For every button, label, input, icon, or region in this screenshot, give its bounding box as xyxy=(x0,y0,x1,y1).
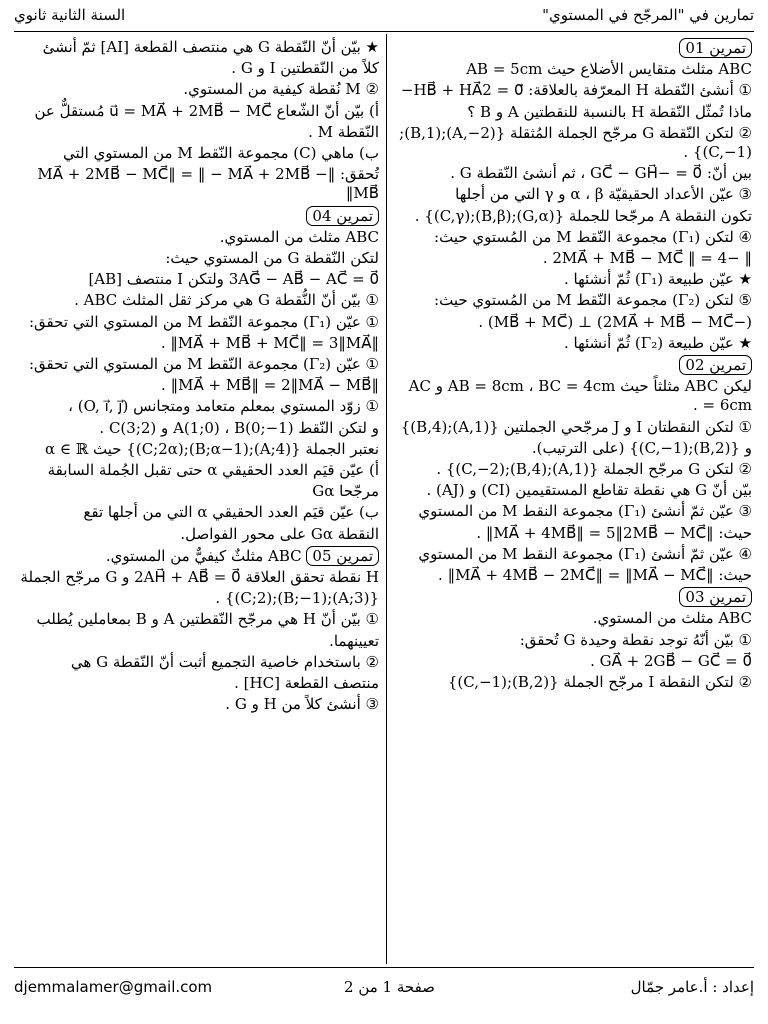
exercise-line: و لتكن النّقط A(1;0) ، B(0;−1) و C(3;2) . xyxy=(99,418,379,437)
exercise-title-box: تمرين 03 xyxy=(679,587,752,607)
exercise-line: ④ عيّن ثمّ أنشئ (Γ₁) مجموعة النقط M من المستوي xyxy=(418,544,752,563)
exercise-title-box: تمرين 04 xyxy=(306,206,379,226)
footer-page-number: صفحة 1 من 2 xyxy=(344,978,435,996)
footer-email: djemmalamer@gmail.com xyxy=(14,978,213,996)
column-divider xyxy=(386,34,387,964)
exercise-line: ب) عيّن قيَم العدد الحقيقي α التي من أجلها تقع xyxy=(83,503,379,522)
exercise-line: بين أنّ: GC⃗ − GH⃗− = 0⃗ ، ثم أنشئ النّقطة G . xyxy=(450,164,752,183)
page-footer xyxy=(14,978,754,1002)
exercise-line: ③ عيّن ثمّ أنشئ (Γ₁) مجموعة النقط M من المستوي xyxy=(418,502,752,521)
exercise-line: النّقطة M . xyxy=(308,122,379,141)
exercise-line: ① بيّن أنّ النُّقطة G هي مركز ثقل المثلث ABC . xyxy=(74,291,379,310)
exercise-line: ① عيّن (Γ₂) مجموعة النّقط M من المستوي التي تحقق: xyxy=(28,355,379,374)
page-header xyxy=(14,6,754,30)
exercise-line: بيّن أنّ G هي نقطة تقاطع المستقيمين (CI) و (AJ) . xyxy=(426,481,752,500)
right-column xyxy=(392,38,752,694)
exercise-line: ★ بيّن أنّ النّقطة G هي منتصف القطعة [AI] ثمّ أنشئ xyxy=(42,38,379,56)
exercise-line: GA⃗ + 2GB⃗ − GC⃗ = 0⃗ . xyxy=(590,651,752,670)
exercise-line: ‖MA⃗ + MB⃗‖ = 2‖MA⃗ − MB⃗‖ . xyxy=(161,376,379,395)
exercise-line: ABC مثلث متقايس الأضلاع حيث AB = 5cm xyxy=(466,60,752,79)
exercise-line: ‖MA⃗ + MB⃗ + MC⃗‖ = 3‖MA⃗‖ . xyxy=(160,333,379,352)
exercise-intro-text: ABC مثلثٌ كيفيٌّ من المستوي. xyxy=(105,546,302,565)
header-title: تمارين في "المرجّح في المستوي" xyxy=(542,6,754,24)
exercise-line: حيث: ‖MA⃗ + 4MB⃗‖ = 5‖2MB⃗ − MC⃗‖ . xyxy=(476,523,752,542)
footer-rule xyxy=(14,967,754,968)
left-column xyxy=(16,38,379,717)
exercise-line: ★ عيّن طبيعة (Γ₁) ثُمّ أنشئها . xyxy=(563,270,752,289)
exercise-title-box: تمرين 01 xyxy=(679,38,752,58)
exercise-line: ② لتكن النقطة I مرجّح الجملة {(B,2);(C,−1)} xyxy=(447,673,752,692)
exercise-line: ① عيّن (Γ₁) مجموعة النّقط M من المستوي التي تحقق: xyxy=(28,312,379,331)
exercise-line: ★ عيّن طبيعة (Γ₂) ثُمّ أنشئها . xyxy=(563,333,752,352)
exercise-line: 3AG⃗ − AB⃗ − AC⃗ = 0⃗ ولتكن I منتصف [AB] xyxy=(88,270,379,289)
exercise-line: H نقطة تحقق العلاقة 2AH⃗ + AB⃗ = 0⃗ و G مرجّح الجملة xyxy=(20,568,379,587)
exercise-line: ABC مثلث من المستوي. xyxy=(219,227,379,246)
exercise-line: (−2MA⃗ + MB⃗ − MC⃗) ⊥ (MB⃗ + MC⃗) . xyxy=(478,312,752,331)
exercise-heading xyxy=(392,587,752,607)
exercise-heading xyxy=(16,206,379,226)
exercise-line: {(A;3);(B;−1);(C;2)} . xyxy=(215,589,379,608)
exercise-line: لتكن النّقطة G من المستوي حيث: xyxy=(165,249,379,268)
exercise-title-box: تمرين 02 xyxy=(679,355,752,375)
exercise-line: ‖ −2MA⃗ + MB⃗ − MC⃗ ‖ = 4 . xyxy=(542,249,752,268)
exercise-heading xyxy=(392,355,752,375)
exercise-heading xyxy=(16,546,379,566)
exercise-line: النقطة Gα على محور الفواصل. xyxy=(180,524,379,543)
exercise-line: ③ عيّن الأعداد الحقيقيّة α ، β و γ التي من أجلها xyxy=(455,185,752,204)
exercise-line: ليكن ABC مثلثاً حيث AB = 8cm ، BC = 4cm و AC = 6cm . xyxy=(408,377,752,415)
exercise-line: ① بيّن أنّهُ توجد نقطة وحيدة G تُحقق: xyxy=(519,630,752,649)
header-rule xyxy=(14,31,754,32)
exercise-heading xyxy=(392,38,752,58)
exercise-line: ① زوّد المستوي بمعلم متعامد ومتجانس (O, i⃗, j⃗) ، xyxy=(68,397,379,416)
exercise-line: مرجّحا Gα xyxy=(312,482,379,501)
exercise-line: ② لتكن النّقطة G مرجّح الجملة المُثقلة {(A,−2);(B,1);(C,−1)} . xyxy=(399,123,752,162)
header-grade: السنة الثانية ثانوي xyxy=(14,6,126,24)
exercise-line: أ) عيّن قيَم العدد الحقيقي α حتى تقبل الجُملة السابقة xyxy=(47,461,379,480)
exercise-line: تعيينهما. xyxy=(329,631,379,650)
exercise-line: ⑤ لتكن (Γ₂) مجموعة النّقط M من المُستوي حيث: xyxy=(434,291,752,310)
exercise-line: ② باستخدام خاصية التجميع أثبت أنّ النّقطة G هي xyxy=(70,652,379,671)
exercise-line: ① بيّن أنّ H هي مرجّح النّقطتين A و B بمعاملين يُطلب xyxy=(36,610,379,629)
exercise-line: تكون النقطة A مرجّحا للجملة {(G,α);(B,β);(C,γ)} . xyxy=(414,206,752,225)
exercise-line: أ) بيّن أنّ الشّعاع u⃗ = MA⃗ + 2MB⃗ − MC⃗ مُستقلٌّ عن xyxy=(34,101,379,120)
exercise-line: ② M نُقطة كيفية من المستوي. xyxy=(183,80,379,99)
exercise-line: ④ لتكن (Γ₁) مجموعة النّقط M من المُستوي حيث: xyxy=(434,227,752,246)
exercise-line: ماذا تُمثّل النّقطة H بالنسبة للنقطتين A و B ؟ xyxy=(467,102,752,121)
footer-author: إعداد : أ.عامر جمّال xyxy=(630,978,754,996)
exercise-title-box: تمرين 05 xyxy=(306,546,379,566)
exercise-line: حيث: ‖MA⃗ + 4MB⃗ − 2MC⃗‖ = ‖MA⃗ − MC⃗‖ . xyxy=(438,566,752,585)
exercise-line: ③ أنشئ كلاً من H و G . xyxy=(225,695,379,714)
exercise-line: كلاً من النّقطتين I و G . xyxy=(231,59,379,78)
exercise-line: ① لتكن النقطتان I و J مرجّحي الجملتين {(A,1);(B,4)} xyxy=(400,417,752,436)
exercise-line: و {(B,2);(C,−1)} (على الترتيب). xyxy=(531,438,752,457)
exercise-line: تُحقق: ‖MA⃗ + 2MB⃗ − MC⃗‖ = ‖ − MA⃗ + 2MB⃗ − MB⃗‖ xyxy=(37,165,379,203)
exercise-line: ب) ماهي (C) مجموعة النّقط M من المستوي التي xyxy=(63,144,379,163)
exercise-line: نعتبر الجملة {(A;4);(B;α−1);(C;2α)} حيث α ∈ ℝ xyxy=(44,439,379,458)
exercise-line: منتصف القطعة [HC] . xyxy=(234,674,379,693)
exercise-line: ① أنشئ النّقطة H المعرّفة بالعلاقة: 0⃗ = HB⃗ + HA⃗2− xyxy=(400,81,752,100)
exercise-line: ABC مثلث من المستوي. xyxy=(592,609,752,628)
exercise-line: ② لتكن G مرجّح الجملة {(A,1);(B,4);(C,−2)} . xyxy=(436,460,752,479)
